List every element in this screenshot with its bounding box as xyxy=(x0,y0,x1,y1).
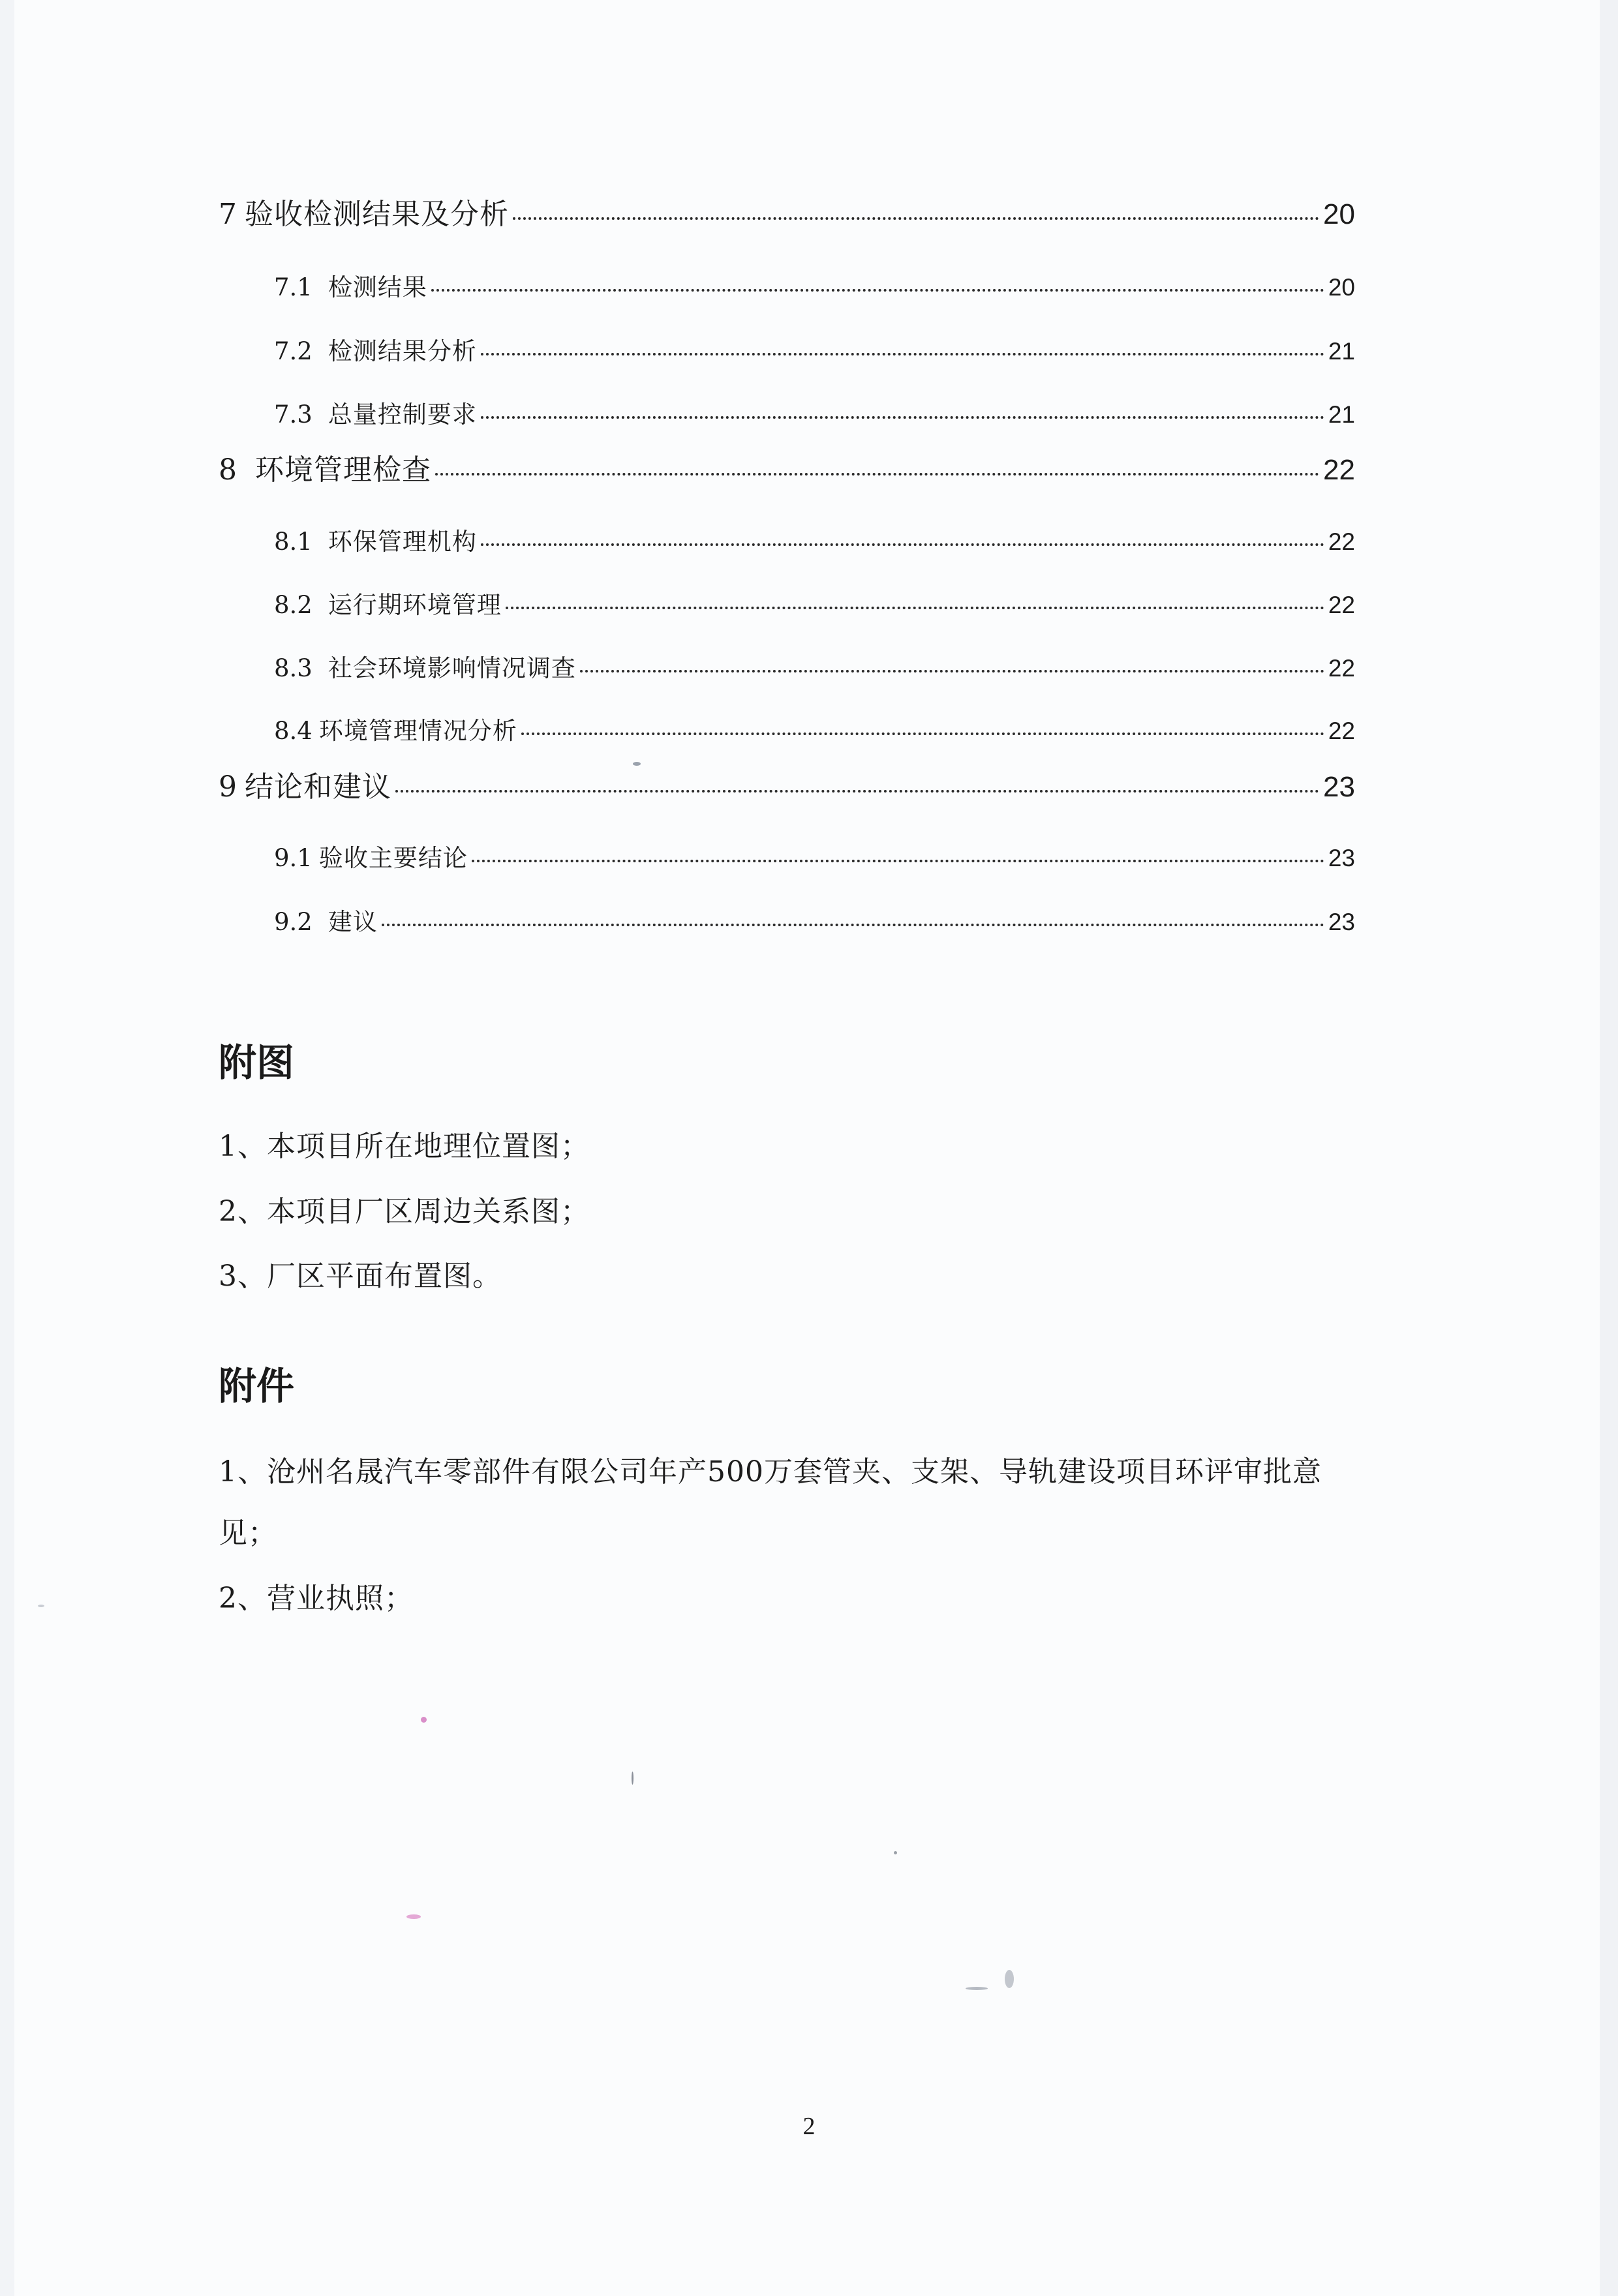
scan-edge-right xyxy=(1600,0,1618,2296)
attachment-item-1: 1、沧州名晟汽车零部件有限公司年产500万套管夹、支架、导轨建设项目环评审批意见； xyxy=(219,1455,1322,1550)
toc-leader-dots xyxy=(513,215,1319,220)
scan-edge-left xyxy=(0,0,14,2296)
toc-leader-dots xyxy=(481,541,1324,546)
toc-entry-number: 8 xyxy=(219,453,237,487)
toc-entry-title: 检测结果分析 xyxy=(328,337,477,365)
toc-entry-number: 9 xyxy=(219,770,237,804)
figures-heading: 附图 xyxy=(219,1040,295,1085)
scan-speck xyxy=(38,1605,44,1607)
toc-entry-title: 运行期环境管理 xyxy=(328,591,502,619)
toc-leader-dots xyxy=(506,604,1324,609)
toc-entry-page: 23 xyxy=(1328,845,1355,871)
toc-entry-title: 环保管理机构 xyxy=(328,528,477,556)
toc-entry-page: 20 xyxy=(1328,274,1355,301)
toc-entry-page: 23 xyxy=(1328,909,1355,935)
toc-entry-number: 8.2 xyxy=(274,591,313,619)
toc-entry-page: 21 xyxy=(1328,338,1355,365)
toc-entry-number: 8.4 xyxy=(274,717,313,745)
toc-entry-title: 总量控制要求 xyxy=(328,400,477,429)
scan-speck xyxy=(966,1987,988,1990)
toc-entry-title: 验收检测结果及分析 xyxy=(245,198,509,231)
toc-leader-dots xyxy=(431,286,1324,292)
toc-entry-8-1[interactable] xyxy=(274,522,1355,557)
scan-speck xyxy=(633,762,641,766)
scan-speck xyxy=(406,1914,421,1919)
toc-leader-dots xyxy=(395,787,1319,793)
toc-entry-8-4[interactable] xyxy=(274,711,1355,746)
toc-leader-dots xyxy=(481,350,1324,355)
toc-entry-page: 22 xyxy=(1328,592,1355,618)
toc-entry-number: 9.2 xyxy=(274,908,313,936)
page-number: 2 xyxy=(802,2113,816,2140)
toc-entry-9-1[interactable] xyxy=(274,838,1355,873)
toc-entry-number: 8.3 xyxy=(274,654,313,682)
toc-entry-title: 社会环境影响情况调查 xyxy=(328,654,576,682)
toc-entry-number: 9.1 xyxy=(274,844,313,872)
toc-entry-8-2[interactable] xyxy=(274,585,1355,620)
toc-entry-number: 7.3 xyxy=(274,400,313,429)
toc-entry-7[interactable] xyxy=(219,190,1355,232)
toc-leader-dots xyxy=(472,857,1324,862)
toc-entry-page: 22 xyxy=(1328,718,1355,744)
figure-item-2: 2、本项目厂区周边关系图； xyxy=(219,1195,590,1228)
toc-entry-title: 检测结果 xyxy=(328,273,427,301)
toc-leader-dots xyxy=(481,414,1324,419)
toc-entry-number: 7.1 xyxy=(274,273,313,301)
toc-entry-title: 环境管理检查 xyxy=(255,453,431,487)
figure-item-1: 1、本项目所在地理位置图； xyxy=(219,1130,590,1163)
scan-speck xyxy=(632,1772,633,1785)
figure-item-3: 3、厂区平面布置图。 xyxy=(219,1260,502,1293)
toc-entry-page: 23 xyxy=(1323,771,1355,803)
attachments-heading: 附件 xyxy=(219,1364,295,1408)
toc-entry-page: 22 xyxy=(1328,655,1355,682)
toc-entry-8[interactable] xyxy=(219,446,1355,488)
scan-speck xyxy=(894,1851,897,1854)
toc-entry-title: 建议 xyxy=(328,908,378,936)
toc-entry-8-3[interactable] xyxy=(274,648,1355,684)
toc-leader-dots xyxy=(435,470,1319,476)
toc-entry-page: 22 xyxy=(1323,454,1355,486)
toc-leader-dots xyxy=(580,667,1324,672)
toc-entry-number: 7.2 xyxy=(274,337,313,365)
toc-leader-dots xyxy=(382,921,1324,926)
scan-speck xyxy=(421,1717,427,1723)
toc-entry-number: 8.1 xyxy=(274,528,313,556)
toc-entry-7-3[interactable] xyxy=(274,395,1355,430)
scan-speck xyxy=(1005,1970,1014,1988)
toc-entry-title: 环境管理情况分析 xyxy=(318,717,517,745)
toc-entry-7-1[interactable] xyxy=(274,267,1355,303)
toc-entry-page: 21 xyxy=(1328,401,1355,428)
toc-entry-title: 验收主要结论 xyxy=(318,844,468,872)
toc-entry-9-2[interactable] xyxy=(274,902,1355,937)
toc-entry-9[interactable] xyxy=(219,763,1355,805)
toc-entry-number: 7 xyxy=(219,198,237,231)
toc-entry-title: 结论和建议 xyxy=(245,770,391,804)
toc-leader-dots xyxy=(521,730,1324,735)
toc-entry-page: 20 xyxy=(1323,198,1355,230)
toc-entry-7-2[interactable] xyxy=(274,331,1355,367)
toc-entry-page: 22 xyxy=(1328,528,1355,555)
attachment-item-2: 2、营业执照； xyxy=(219,1582,414,1615)
